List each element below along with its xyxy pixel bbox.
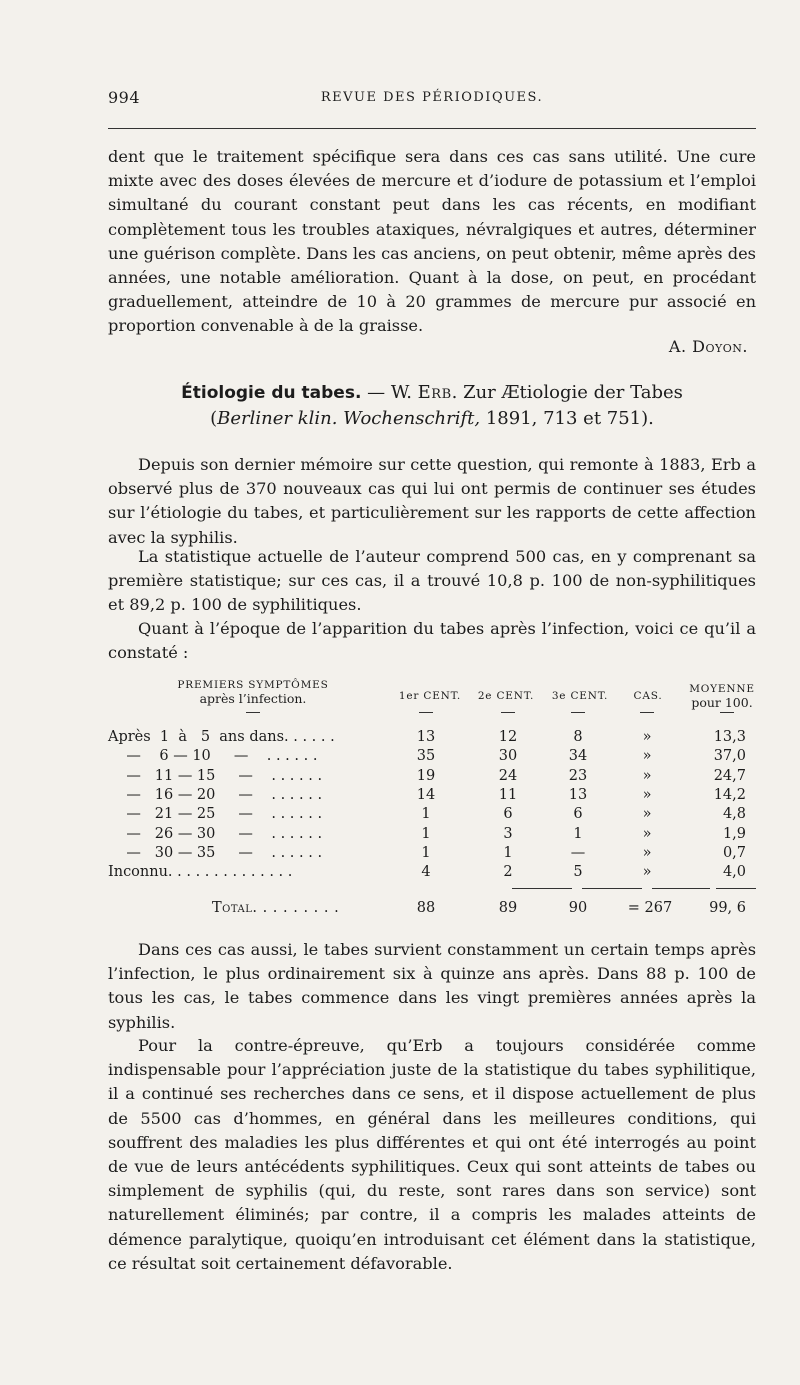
table-row xyxy=(108,729,756,750)
header-dash xyxy=(571,712,585,713)
paragraph-epoch: Quant à l’époque de l’apparition du tabes après l’infection, voici ce qu’il a constaté : xyxy=(108,619,756,663)
table-row xyxy=(108,806,756,827)
row-cas: » xyxy=(642,806,652,823)
row-cent3: 6 xyxy=(573,806,583,823)
row-moyenne: 13,3 xyxy=(713,729,746,745)
row-moyenne: 0,7 xyxy=(722,844,746,861)
th-moyenne xyxy=(686,683,758,709)
header-rule xyxy=(108,128,756,129)
table-row xyxy=(108,748,756,769)
header-dash xyxy=(419,712,433,713)
paragraph-continuation: dent que le traitement spécifique sera dans ces cas sans utilité. Une cure mixte avec des doses élevées de mercure et d’iodure de potassium et l’emploi simultané du courant constant peut dans les cas récents, en modifiant complètement tous les troubles ataxiques, névralgiques et autres, déterminer une guérison complète. Dans les cas anciens, on peut obtenir, même après des années, une notable amélioration. Quant à la dose, on peut, en procédant graduellement, atteindre de 10 à 20 grammes de mercure pur associé en proportion convenable à de la graisse. xyxy=(108,147,756,336)
row-cent2: 30 xyxy=(498,748,518,765)
row-moyenne: 4,8 xyxy=(722,806,746,823)
row-cas: » xyxy=(642,844,652,861)
th-moyenne-line1: MOYENNE xyxy=(689,683,755,695)
row-cent2: 12 xyxy=(498,729,518,745)
row-cent3: 5 xyxy=(573,864,583,881)
row-label: — 11 — 15 — . . . . . . xyxy=(108,767,323,784)
row-label: — 16 — 20 — . . . . . . xyxy=(108,786,323,803)
total-rule xyxy=(582,888,642,889)
row-cent2: 11 xyxy=(498,786,518,803)
row-moyenne: 14,2 xyxy=(713,786,746,803)
total-rule xyxy=(652,888,710,889)
table-row xyxy=(108,845,756,866)
article-source-rest: 1891, 713 et 751). xyxy=(480,408,654,429)
th-cent2: 2e CENT. xyxy=(477,690,535,702)
row-moyenne: 37,0 xyxy=(713,748,746,765)
total-label xyxy=(212,900,339,916)
row-cent1: 1 xyxy=(421,825,431,842)
th-moyenne-line2: pour 100. xyxy=(691,695,753,710)
header-dash xyxy=(246,712,260,713)
paragraph-intro: Depuis son dernier mémoire sur cette question, qui remonte à 1883, Erb a observé plus de 370 nouveaux cas qui lui ont permis de continuer ses études sur l’étiologie du tabes, et particulièrement sur les rapports de cette affection avec la syphilis. xyxy=(108,455,756,547)
th-label-line2: après l’infection. xyxy=(199,691,307,706)
row-cas: » xyxy=(642,729,652,745)
paragraph-onset: Dans ces cas aussi, le tabes survient constamment un certain temps après l’infection, le plus ordinairement six à quinze ans après. Dans 88 p. 100 de tous les cas, le tabes commence dans les vingt premières années après la syphilis. xyxy=(108,940,756,1032)
row-label: Inconnu. . . . . . . . . . . . . . xyxy=(108,864,293,881)
article-title xyxy=(108,380,756,432)
source-open: ( xyxy=(210,408,218,429)
row-moyenne: 1,9 xyxy=(722,825,746,842)
row-cent3: — xyxy=(570,844,586,861)
row-moyenne: 24,7 xyxy=(713,767,746,784)
row-cas: » xyxy=(642,786,652,803)
row-label: — 30 — 35 — . . . . . . xyxy=(108,844,323,861)
th-premiers-symptomes xyxy=(168,679,338,705)
header-dash xyxy=(501,712,515,713)
row-cent3: 34 xyxy=(568,748,588,765)
total-cent1: 88 xyxy=(416,900,436,916)
total-rule xyxy=(512,888,572,889)
row-moyenne: 4,0 xyxy=(722,864,746,881)
row-cent1: 19 xyxy=(416,767,436,784)
total-cent3: 90 xyxy=(568,900,588,916)
header-dash xyxy=(720,712,734,713)
row-cent3: 1 xyxy=(573,825,583,842)
article-source-journal: Berliner klin. Wochenschrift, xyxy=(217,408,481,429)
table-row xyxy=(108,787,756,808)
article-author: Erb xyxy=(417,382,452,403)
total-moyenne: 99, 6 xyxy=(709,900,746,916)
row-cent2: 2 xyxy=(503,864,513,881)
th-cent3: 3e CENT. xyxy=(551,690,609,702)
th-cas: CAS. xyxy=(633,690,663,702)
total-rule xyxy=(716,888,756,889)
total-cas: = 267 xyxy=(627,900,673,916)
row-cent1: 35 xyxy=(416,748,436,765)
row-label: — 6 — 10 — . . . . . . xyxy=(108,748,318,765)
table-total-row xyxy=(108,900,756,921)
running-title: REVUE DES PÉRIODIQUES. xyxy=(320,90,544,105)
row-label: Après 1 à 5 ans dans. . . . . . xyxy=(108,729,335,745)
row-cent1: 14 xyxy=(416,786,436,803)
table-row xyxy=(108,768,756,789)
signature xyxy=(108,337,748,356)
paragraph-statistics: La statistique actuelle de l’auteur comprend 500 cas, en y comprenant sa première statistique; sur ces cas, il a trouvé 10,8 p. 100 de non-syphilitiques et 89,2 p. 100 de syphilitiques. xyxy=(108,547,756,615)
paragraph-contre-epreuve: Pour la contre-épreuve, qu’Erb a toujours considérée comme indispensable pour l’appréciation juste de la statistique du tabes syphilitique, il a continué ses recherches dans ce sens, et il dispose actuellement de plus de 5500 cas d’hommes, en général dans les meilleures conditions, qui souffrent des maladies les plus différentes et qui ont été interrogés au point de vue de leurs antécédents syphilitiques. Ceux qui sont atteints de tabes ou simplement de syphilis (qui, du reste, sont rares dans son service) sont naturellement éliminés; par contre, il a compris les malades atteints de démence paralytique, quoiqu’en introduisant cet élément dans la statistique, ce résultat soit certainement défavorable. xyxy=(108,1036,756,1273)
row-cent2: 3 xyxy=(503,825,513,842)
article-title-bold: Étiologie du tabes. xyxy=(181,383,362,403)
running-header xyxy=(108,88,756,112)
header-dash xyxy=(640,712,654,713)
total-label-text: Total. . . . . . . . . xyxy=(212,900,340,916)
article-title-sep: — W. xyxy=(361,382,418,403)
row-cent2: 1 xyxy=(503,844,513,861)
total-cent2: 89 xyxy=(498,900,518,916)
row-cent1: 13 xyxy=(416,729,436,745)
row-cent3: 13 xyxy=(568,786,588,803)
th-label-line1: PREMIERS SYMPTÔMES xyxy=(177,679,329,691)
th-cent1: 1er CENT. xyxy=(398,690,462,702)
row-cent3: 8 xyxy=(573,729,583,745)
row-cent1: 4 xyxy=(421,864,431,881)
row-cent2: 24 xyxy=(498,767,518,784)
table-row xyxy=(108,826,756,847)
article-title-rest: . Zur Ætiologie der Tabes xyxy=(451,382,683,403)
row-label: — 26 — 30 — . . . . . . xyxy=(108,825,323,842)
row-cent1: 1 xyxy=(421,844,431,861)
row-cas: » xyxy=(642,825,652,842)
row-cas: » xyxy=(642,864,652,881)
row-cent2: 6 xyxy=(503,806,513,823)
row-cent3: 23 xyxy=(568,767,588,784)
row-cas: » xyxy=(642,748,652,765)
row-cent1: 1 xyxy=(421,806,431,823)
row-cas: » xyxy=(642,767,652,784)
signature-text: A. Doyon. xyxy=(668,337,748,356)
row-label: — 21 — 25 — . . . . . . xyxy=(108,806,323,823)
page-number: 994 xyxy=(108,88,141,107)
table-row xyxy=(108,864,756,885)
